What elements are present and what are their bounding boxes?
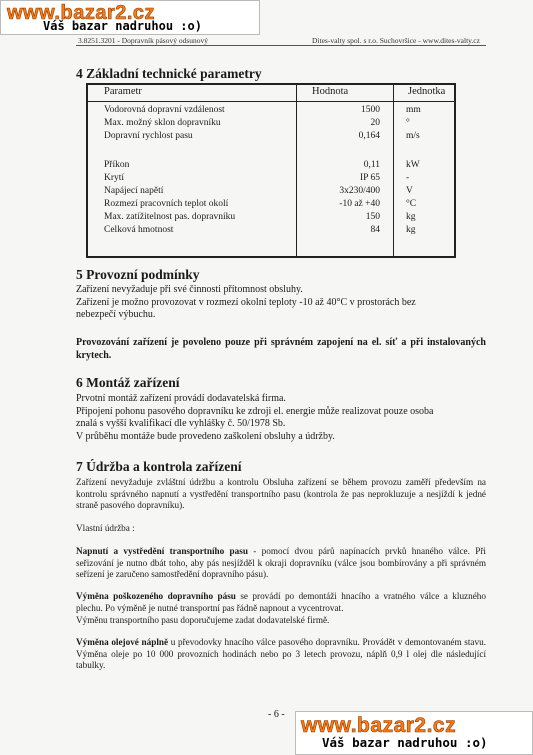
section-5-warning: Provozování zařízení je povoleno pouze při správném zapojení na el. síť a při instalovaných krytech.	[76, 337, 486, 361]
table-row	[88, 199, 454, 212]
param-value: 0,164	[358, 131, 380, 141]
param-name: Celková hmotnost	[104, 225, 174, 235]
param-name: Napájecí napětí	[104, 186, 164, 196]
maintenance-item-belt-replacement	[76, 591, 486, 614]
item-heading: Výměna olejové náplně	[76, 637, 169, 647]
section-6-title: 6 Montáž zařízení	[76, 375, 180, 390]
section-6-text: Připojení pohonu pasového dopravníku ke zdroji el. energie může realizovat pouze osoba	[76, 406, 434, 417]
section-6-text: znalá s vyšší kvalifikací dle vyhlášky č. 50/1978 Sb.	[76, 418, 286, 429]
param-name: Krytí	[104, 173, 125, 183]
item-heading: Výměna poškozeného dopravního pásu	[76, 591, 236, 601]
param-value: 84	[370, 225, 380, 235]
param-unit: kg	[406, 225, 416, 235]
col-header-unit: Jednotka	[408, 86, 446, 97]
watermark-tagline: Váš bazar nadruhou :o)	[322, 735, 488, 750]
param-name: Max. možný sklon dopravníku	[104, 118, 221, 128]
table-row	[88, 160, 454, 173]
table-row	[88, 131, 454, 144]
param-value: 3x230/400	[339, 186, 380, 196]
watermark-url: www.bazar2.cz	[301, 714, 457, 737]
item-text: se provádí po demontáži hnacího a vratného válce a kluzného plechu. Po výměně je nutné transportní pas řádně napnout a vycentrovat.	[76, 591, 486, 613]
col-header-param: Parametr	[104, 86, 142, 97]
param-unit: kW	[406, 160, 420, 170]
param-name: Max. zatížitelnost pas. dopravníku	[104, 212, 236, 222]
item-text: - pomocí dvou párů napínacích prvků hnaného válce. Při seřizování je nutno dbát toho, aby pás nesjížděl k okraji dopravníku (válce jsou bombírovány a při správném seřízení je zaručeno samostředění dopravního pásu).	[76, 546, 486, 580]
parameters-table	[86, 83, 456, 258]
table-row	[88, 105, 454, 118]
section-5-title: 5 Provozní podmínky	[76, 267, 200, 282]
maintenance-item-oil-change	[76, 637, 486, 672]
table-row	[88, 186, 454, 199]
param-value: -10 až +40	[339, 199, 380, 209]
maintenance-item-note: Výměnu transportního pasu doporučujeme zadat dodavatelské firmě.	[76, 615, 330, 625]
page-number: - 6 -	[268, 709, 285, 720]
table-row	[88, 225, 454, 238]
item-heading: Napnutí a vystředění transportního pasu	[76, 546, 248, 556]
param-name: Rozmezí pracovních teplot okolí	[104, 199, 229, 209]
table-header	[88, 85, 454, 102]
header-right: Dites-valty spol. s r.o. Suchovršice - www.dites-valty.cz	[312, 36, 480, 45]
header-left: 3.8251.3201 - Dopravník pásový odsunový	[78, 36, 208, 45]
param-unit: m/s	[406, 131, 420, 141]
watermark-url: www.bazar2.cz	[7, 2, 156, 24]
table-row	[88, 173, 454, 186]
section-7-title: 7 Údržba a kontrola zařízení	[76, 459, 242, 474]
maintenance-label: Vlastní údržba :	[76, 523, 135, 533]
param-name: Vodorovná dopravní vzdálenost	[104, 105, 225, 115]
param-unit: °	[406, 118, 410, 128]
section-5-text: Zařízení nevyžaduje při své činnosti přítomnost obsluhy.	[76, 284, 303, 295]
item-text: u převodovky hnacího válce pasového dopravníku. Provádět v demontovaném stavu. Výměna oleje po 10 000 provozních hodinách nebo po 3 letech provozu, náplň 0,9 l olej dle následující tabulky.	[76, 637, 486, 671]
col-header-value: Hodnota	[312, 86, 349, 97]
section-7-intro: Zařízení nevyžaduje zvláštní údržbu a kontrolu Obsluha zařízení se během provozu zaměří především na kontrolu správného napnutí a vystředění transportního pasu (kontrola že pas neprokluzuje a nesjíždí k jedné straně pasového dopravníku).	[76, 477, 486, 511]
param-name: Dopravní rychlost pasu	[104, 131, 193, 141]
section-5-text: nebezpečí výbuchu.	[76, 309, 156, 320]
param-unit: V	[406, 186, 413, 196]
param-unit: -	[406, 173, 410, 183]
param-value: 1500	[361, 105, 380, 115]
param-unit: mm	[406, 105, 421, 115]
section-5-text: Zařízení je možno provozovat v rozmezí okolní teploty -10 až 40°C v prostorách bez	[76, 297, 416, 308]
section-6-text: Prvotní montáž zařízení provádí dodavatelská firma.	[76, 393, 286, 404]
param-value: 20	[370, 118, 380, 128]
param-unit: kg	[406, 212, 416, 222]
param-name: Příkon	[104, 160, 130, 170]
table-row	[88, 118, 454, 131]
section-6-text: V průběhu montáže bude provedeno zaškolení obsluhy a údržby.	[76, 431, 335, 442]
param-value: IP 65	[360, 173, 380, 183]
watermark-banner-bottom[interactable]	[295, 711, 533, 755]
maintenance-item-belt-tension	[76, 546, 486, 581]
table-row	[88, 212, 454, 225]
param-value: 0,11	[363, 160, 380, 170]
section-4-title: 4 Základní technické parametry	[76, 66, 262, 81]
param-unit: °C	[406, 199, 417, 209]
header-rule	[76, 45, 486, 46]
param-value: 150	[365, 212, 380, 222]
watermark-tagline: Váš bazar nadruhou :o)	[43, 19, 202, 33]
watermark-banner-top[interactable]	[0, 0, 260, 35]
